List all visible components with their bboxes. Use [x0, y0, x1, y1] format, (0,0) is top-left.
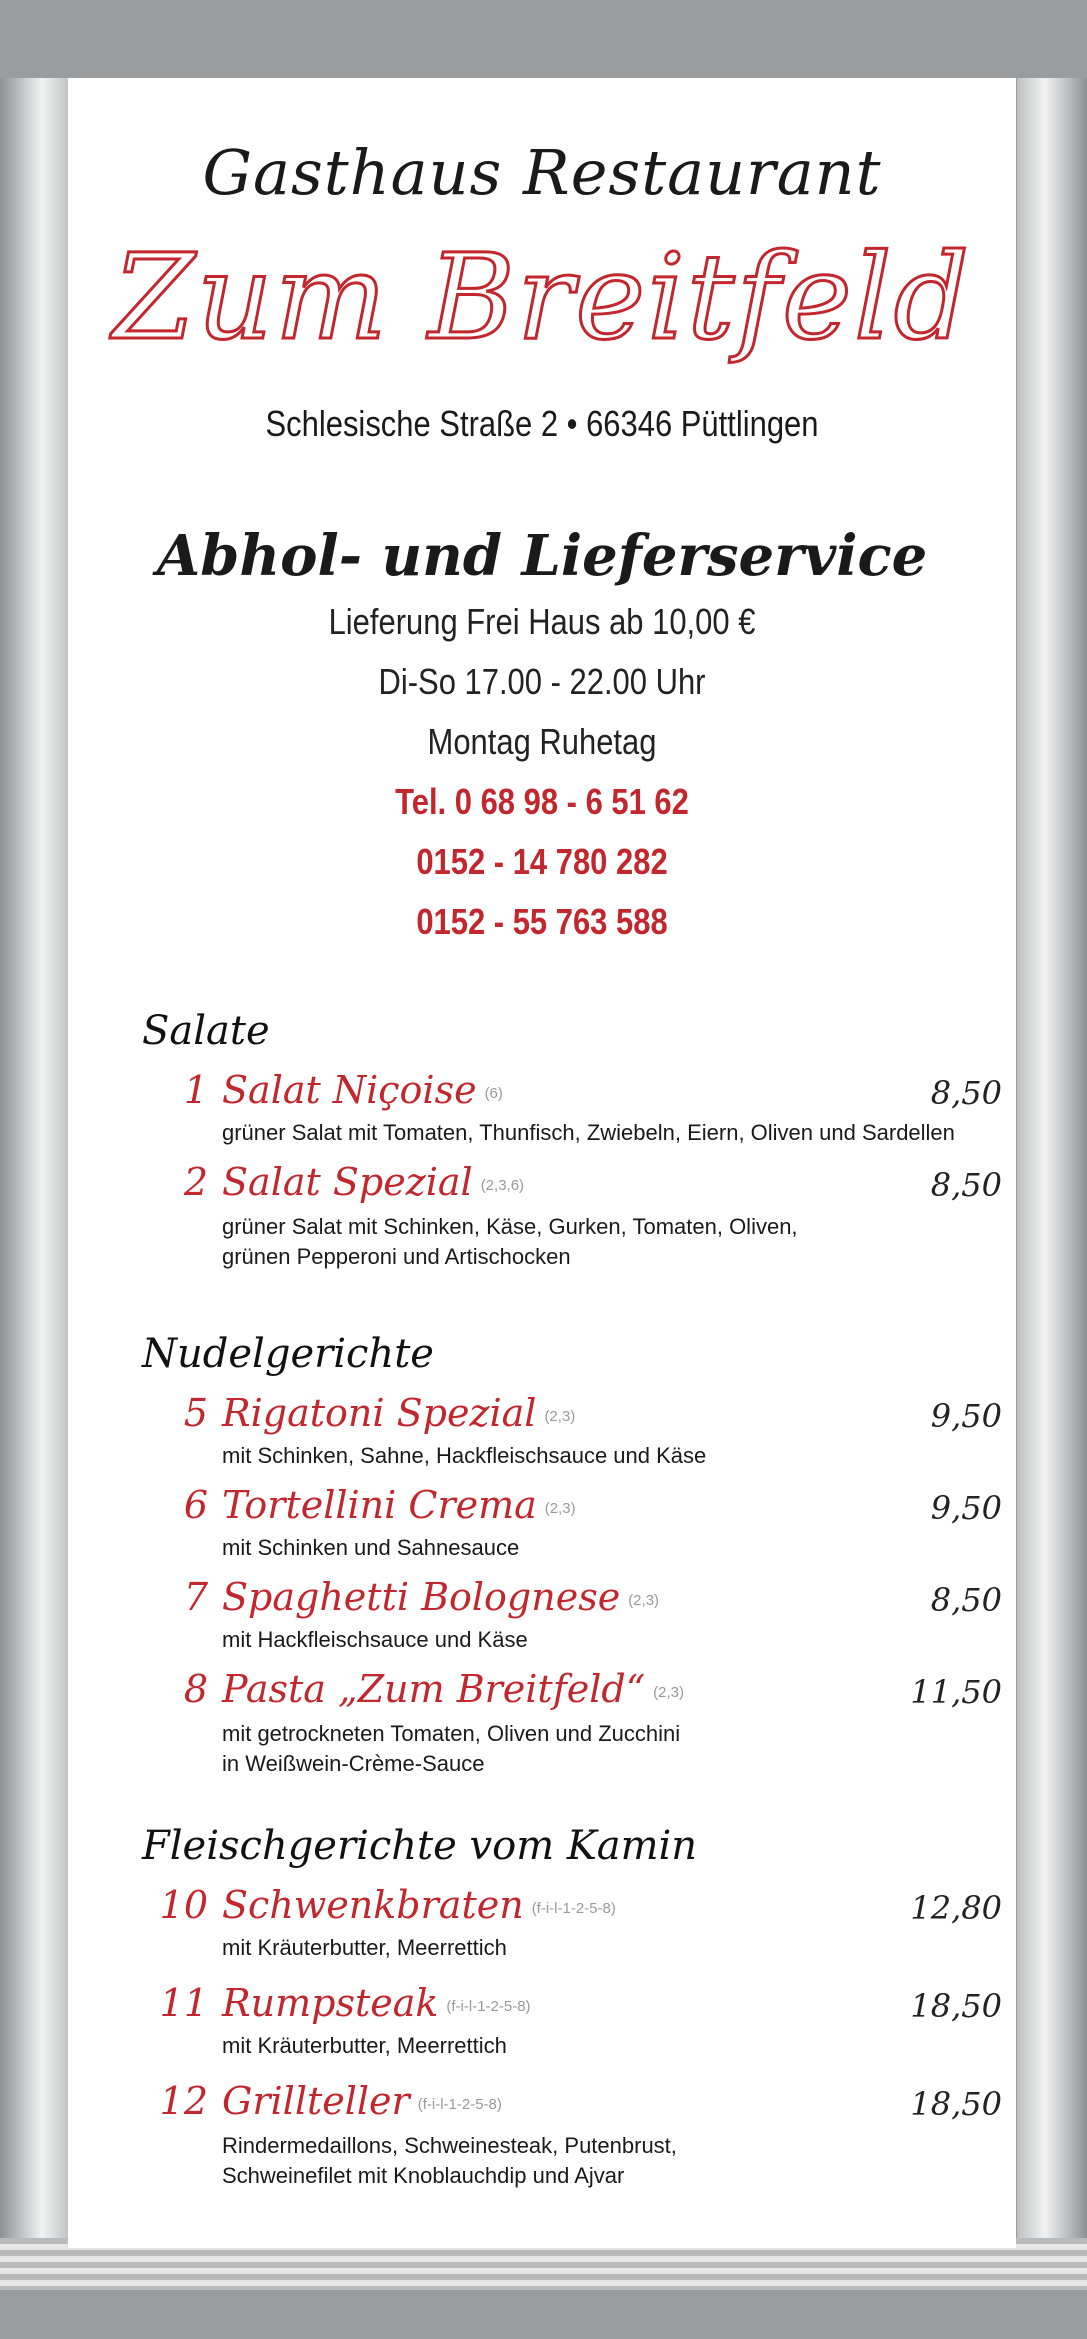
item-allergens: (2,3): [653, 1684, 685, 1701]
item-allergens: (2,3): [544, 1500, 576, 1517]
item-name: [222, 1981, 531, 2025]
item-number: 10: [159, 1883, 208, 1927]
item-price: 8,50: [930, 1581, 1002, 1619]
item-price: 18,50: [910, 1987, 1002, 2025]
item-description: [222, 1212, 798, 1272]
item-allergens: (2,3): [628, 1592, 660, 1609]
closed-day: Montag Ruhetag: [427, 721, 657, 762]
item-name-text: Rumpsteak: [222, 1981, 439, 2025]
item-price: 8,50: [930, 1074, 1002, 1112]
bottom-frame-bar: [0, 2290, 1087, 2339]
item-number: 12: [159, 2079, 208, 2123]
item-description: [222, 2031, 507, 2061]
item-name: [222, 1068, 503, 1112]
item-price: 9,50: [930, 1397, 1002, 1435]
restaurant-name: Zum Breitfeld: [112, 228, 972, 366]
item-allergens: (f-i-l-1-2-5-8): [417, 2096, 502, 2113]
item-description: [222, 2131, 677, 2191]
item-name: [222, 1883, 616, 1927]
item-description-line: mit Schinken und Sahnesauce: [222, 1535, 520, 1560]
item-number: 6: [183, 1483, 208, 1527]
item-price: 9,50: [930, 1489, 1002, 1527]
menu-page: [68, 78, 1016, 2248]
item-description: [222, 1933, 507, 1963]
item-price: 11,50: [910, 1673, 1002, 1711]
item-allergens: (f-i-l-1-2-5-8): [446, 1998, 531, 2015]
item-description-line: grüner Salat mit Tomaten, Thunfisch, Zwiebeln, Eiern, Oliven und Sardellen: [222, 1120, 955, 1145]
item-name: [222, 1391, 575, 1435]
restaurant-address: Schlesische Straße 2 • 66346 Püttlingen: [265, 403, 819, 444]
section-title-fleischgerichte: Fleischgerichte vom Kamin: [142, 1823, 698, 1869]
item-name: [222, 1160, 524, 1204]
item-description-line: mit Schinken, Sahne, Hackfleischsauce und Käse: [222, 1443, 707, 1468]
delivery-info: Lieferung Frei Haus ab 10,00 €: [328, 601, 756, 642]
item-description: [222, 1719, 680, 1779]
item-name-text: Salat Niçoise: [222, 1068, 477, 1112]
restaurant-headline: Gasthaus Restaurant: [202, 136, 882, 209]
item-allergens: (f-i-l-1-2-5-8): [531, 1900, 616, 1917]
phone-number-2: 0152 - 14 780 282: [416, 841, 668, 882]
item-description: [222, 1625, 528, 1655]
phone-number-3: 0152 - 55 763 588: [416, 901, 668, 942]
item-description-line: mit Kräuterbutter, Meerrettich: [222, 1935, 507, 1960]
item-name-text: Pasta „Zum Breitfeld“: [222, 1667, 646, 1711]
top-frame-bar: [0, 0, 1087, 78]
item-name: [222, 1667, 684, 1711]
phone-number-1: Tel. 0 68 98 - 6 51 62: [395, 781, 689, 822]
service-title: Abhol- und Lieferservice: [156, 523, 928, 589]
item-description: [222, 1118, 955, 1148]
item-description: [222, 1441, 706, 1471]
item-description-line: grüner Salat mit Schinken, Käse, Gurken, Tomaten, Oliven,: [222, 1214, 798, 1239]
item-number: 7: [183, 1575, 208, 1619]
right-frame-column: [1017, 78, 1087, 2238]
item-price: 8,50: [930, 1166, 1002, 1204]
item-name-text: Tortellini Crema: [222, 1483, 537, 1527]
item-name-text: Spaghetti Bolognese: [222, 1575, 621, 1619]
item-name: [222, 1483, 576, 1527]
item-name: [222, 2079, 502, 2123]
item-price: 12,80: [910, 1889, 1002, 1927]
item-description-line: mit Kräuterbutter, Meerrettich: [222, 2033, 507, 2058]
item-number: 1: [183, 1068, 208, 1112]
item-description-line: mit Hackfleischsauce und Käse: [222, 1627, 528, 1652]
item-description-line: mit getrockneten Tomaten, Oliven und Zucchini: [222, 1721, 681, 1746]
item-allergens: (2,3): [544, 1408, 576, 1425]
item-description-line: in Weißwein-Crème-Sauce: [222, 1751, 485, 1776]
item-allergens: (6): [484, 1085, 503, 1102]
left-frame-column: [0, 78, 70, 2238]
item-number: 2: [183, 1160, 208, 1204]
section-title-salate: Salate: [142, 1008, 270, 1054]
item-name-text: Schwenkbraten: [222, 1883, 524, 1927]
item-name: [222, 1575, 659, 1619]
item-name-text: Salat Spezial: [222, 1160, 473, 1204]
item-price: 18,50: [910, 2085, 1002, 2123]
item-number: 11: [159, 1981, 208, 2025]
section-title-nudelgerichte: Nudelgerichte: [142, 1331, 434, 1377]
item-allergens: (2,3,6): [480, 1177, 525, 1194]
item-number: 5: [183, 1391, 208, 1435]
opening-hours: Di-So 17.00 - 22.00 Uhr: [378, 661, 706, 702]
item-name-text: Rigatoni Spezial: [222, 1391, 537, 1435]
item-name-text: Grillteller: [222, 2079, 410, 2123]
item-description: [222, 1533, 519, 1563]
item-number: 8: [183, 1667, 208, 1711]
item-description-line: Schweinefilet mit Knoblauchdip und Ajvar: [222, 2163, 625, 2188]
item-description-line: Rindermedaillons, Schweinesteak, Putenbrust,: [222, 2133, 677, 2158]
item-description-line: grünen Pepperoni und Artischocken: [222, 1244, 571, 1269]
